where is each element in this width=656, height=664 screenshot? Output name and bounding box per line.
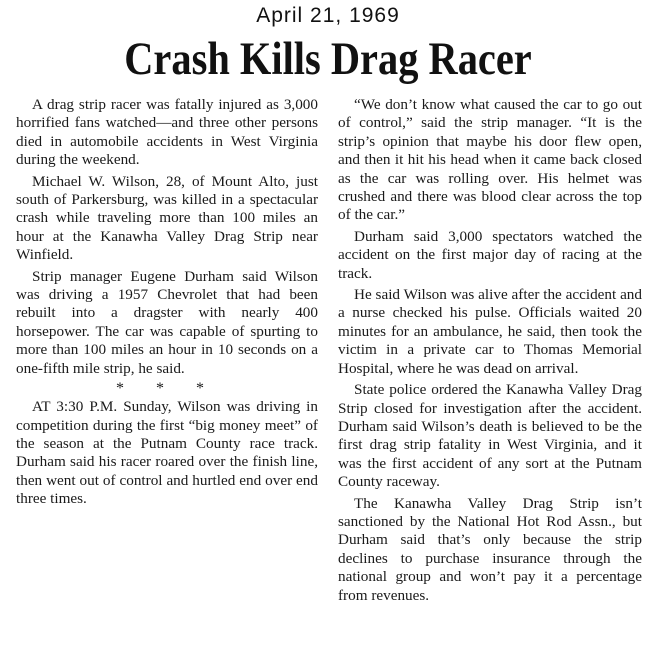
paragraph: A drag strip racer was fatally injured as 3,000 horrified fans watched—and three other persons died in automobile accidents in West Virginia during the weekend.: [16, 96, 318, 169]
paragraph: Michael W. Wilson, 28, of Mount Alto, just south of Parkersburg, was killed in a spectacular crash while traveling more than 100 miles an hour at the Kanawha Valley Drag Strip near Winfield.: [16, 172, 318, 264]
paragraph: Strip manager Eugene Durham said Wilson was driving a 1957 Chevrolet that had been rebuilt into a dragster with nearly 400 horsepower. The car was capable of spurting to more than 100 miles an hour in 10 seconds on a one-fifth mile strip, he said.: [16, 267, 318, 377]
paragraph: The Kanawha Valley Drag Strip isn’t sanctioned by the National Hot Rod Assn., but Durham said that’s only because the strip declines to purchase insurance through the national group and won’t pay it a percentage from revenues.: [338, 494, 642, 604]
article-date: April 21, 1969: [256, 4, 400, 27]
right-column: [338, 96, 642, 608]
paragraph: State police ordered the Kanawha Valley Drag Strip closed for investigation after the accident. Durham said Wilson’s death is believed to be the first drag strip fatality in West Virginia, and it was the first accident of any sort at the Putnam County raceway.: [338, 381, 642, 491]
paragraph: “We don’t know what caused the car to go out of control,” said the strip manager. “It is the strip’s opinion that maybe his door flew open, and then it hit his head when it came back closed as the car was rolling over. His helmet was crushed and there was blood clear across the top of the car.”: [338, 96, 642, 224]
left-column: [16, 96, 318, 512]
paragraph: Durham said 3,000 spectators watched the accident on the first major day of racing at the track.: [338, 227, 642, 282]
paragraph: He said Wilson was alive after the accident and a nurse checked his pulse. Officials waited 20 minutes for an ambulance, he said, then took the victim in a private car to Thomas Memorial Hospital, where he was dead on arrival.: [338, 286, 642, 377]
headline: Crash Kills Drag Racer: [124, 33, 532, 85]
section-separator: * * *: [116, 380, 218, 398]
paragraph: AT 3:30 P.M. Sunday, Wilson was driving in competition during the first “big money meet” of the season at the Putnam County race track. Durham said his racer roared over the finish line, then went out of control and hurtled end over end three times.: [16, 398, 318, 508]
